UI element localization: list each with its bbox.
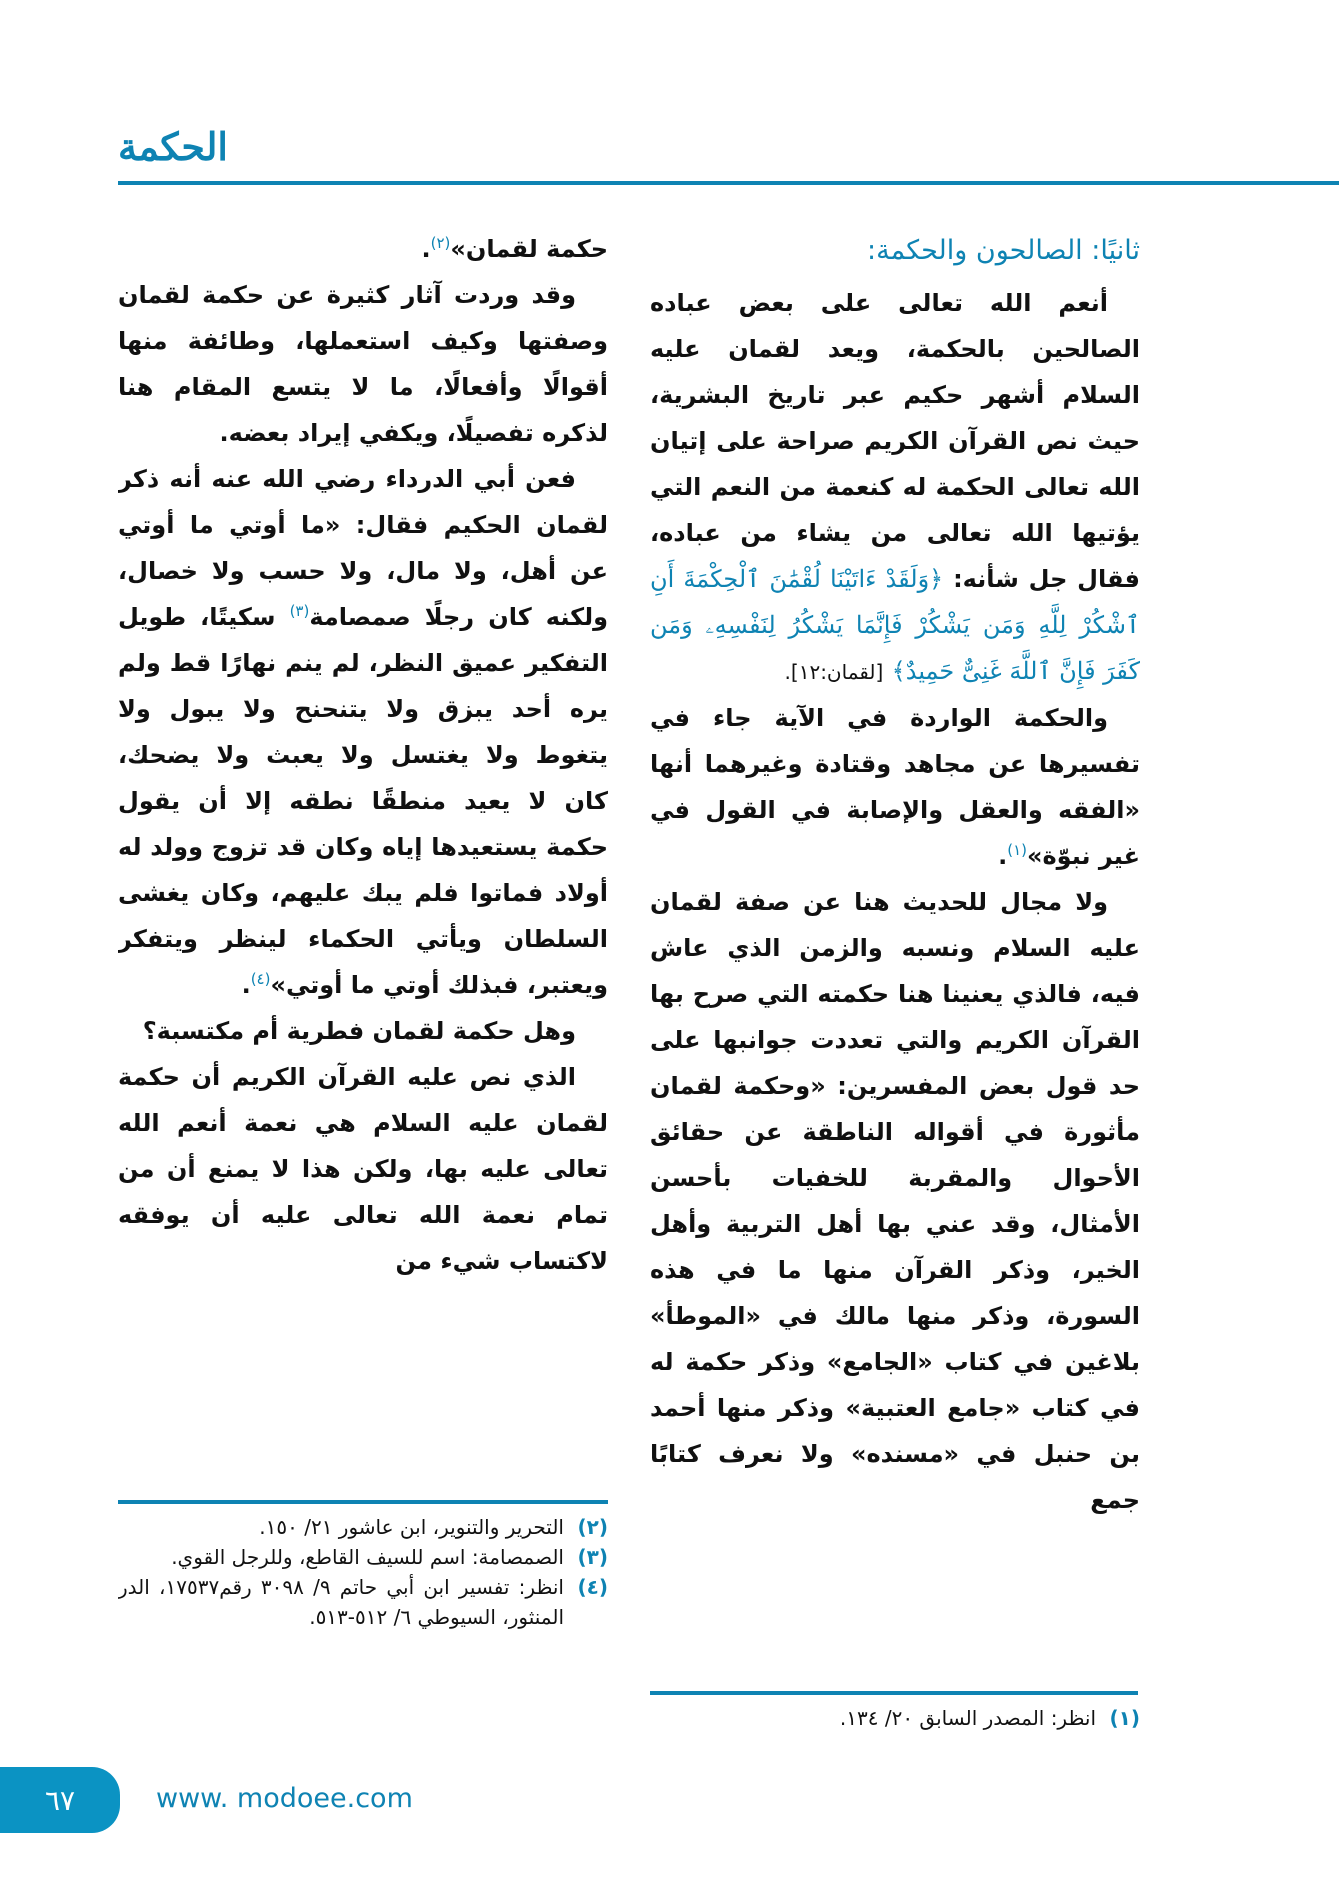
page-number: ٦٧ [44,1783,76,1817]
paragraph [118,1054,608,1284]
footnote-number: (٤) [577,1575,608,1599]
paragraph-text: سكيتًا، طويل التفكير عميق النظر، لم ينم نهارًا قط ولم يره أحد يبزق ولا يتنحنح ولا يبول ولا يتغوط ولا يغتسل ولا يعبث ولا يضحك، كان لا يعيد منطقًا نطقه إلا أن يقول حكمة يستعيدها إياه وكان قد تزوج وولد له أولاد فماتوا فلم يبك عليهم، وكان يغشى السلطان ويأتي الحكماء لينظر ويتفكر ويعتبر، فبذلك أوتي ما أوتي» [118,603,608,999]
footnote-marker[interactable]: (١) [1007,841,1027,859]
footnote-marker[interactable]: (٢) [430,234,451,252]
subheading-question: وهل حكمة لقمان فطرية أم مكتسبة؟ [142,1017,576,1045]
left-column [118,226,608,1488]
footnote-text: انظر: المصدر السابق ٢٠/ ١٣٤. [839,1706,1096,1730]
footnote-number: (١) [1109,1706,1140,1730]
paragraph-text: فعن أبي الدرداء رضي الله عنه أنه ذكر لقمان الحكيم فقال: «ما أوتي ما أوتي عن أهل، ولا مال، ولا حسب ولا خصال، ولكنه كان رجلًا صمصامة [118,465,608,631]
website-link[interactable]: www. modoee.com [156,1783,413,1814]
quran-verse: ﴿وَلَقَدْ ءَاتَيْنَا لُقْمَٰنَ ٱلْحِكْمَةَ أَنِ ٱشْكُرْ لِلَّهِ وَمَن يَشْكُرْ فَإِنَّمَا يَشْكُرُ لِنَفْسِهِۦ وَمَن كَفَرَ فَإِنَّ ٱللَّهَ غَنِىٌّ حَمِيدٌ﴾ [650,565,1140,685]
paragraph-text: الذي نص عليه القرآن الكريم أن حكمة لقمان عليه السلام هي نعمة أنعم الله تعالى عليه بها، ولكن هذا لا يمنع أن من تمام نعمة الله تعالى عليه أن يوفقه لاكتساب شيء من [118,1063,608,1275]
paragraph [650,280,1140,695]
footnote-rule [118,1500,608,1504]
footnote-text: انظر: تفسير ابن أبي حاتم ٩/ ٣٠٩٨ رقم١٧٥٣٧، الدر المنثور، السيوطي ٦/ ٥١٢-٥١٣. [118,1575,564,1629]
paragraph-text: والحكمة الواردة في الآية جاء في تفسيرها عن مجاهد وقتادة وغيرهما أنها «الفقه والعقل والإصابة في القول في غير نبوّة» [650,704,1140,870]
paragraph-text: وقد وردت آثار كثيرة عن حكمة لقمان وصفتها وكيف استعملها، وطائفة منها أقوالًا وأفعالًا، ما لا يتسع المقام هنا لذكره تفصيلًا، ويكفي إيراد بعضه. [118,281,608,447]
footnote-number: (٢) [577,1515,608,1539]
page-number-tab [0,1767,120,1833]
right-column [650,226,1140,1681]
paragraph: حكمة لقمان»$^{(٢)}$. [421,234,608,263]
footnotes-right [650,1703,1140,1763]
paragraph: فعن أبي الدرداء رضي الله عنه أنه ذكر لقمان الحكيم فقال: «ما أوتي ما أوتي عن أهل، ولا مال، ولا حسب ولا خصال، ولكنه كان رجلًا صمصامة$^{(٣)}$ سكيتًا، طويل التفكير عميق النظر، لم ينم نهارًا قط ولم يره أحد يبزق ولا يتنحنح ولا يبول ولا يتغوط ولا يغتسل ولا يعبث ولا يضحك، كان لا يعيد منطقًا نطقه إلا أن يقول حكمة يستعيدها إياه وكان قد تزوج وولد له أولاد فماتوا فلم يبك عليهم، وكان يغشى السلطان ويأتي الحكماء لينظر ويتفكر ويعتبر، فبذلك أوتي ما أوتي»$^{(٤)}$. [118,465,608,999]
footnote-marker[interactable]: (٣) [289,602,310,620]
footnote-rule [650,1691,1138,1695]
header-rule [118,181,1339,185]
footnote-marker[interactable]: (٤) [250,970,271,988]
paragraph-text: ولا مجال للحديث هنا عن صفة لقمان عليه السلام ونسبه والزمن الذي عاش فيه، فالذي يعنينا هنا حكمته التي صرح بها القرآن الكريم والتي تعددت جوانبها على حد قول بعض المفسرين: «وحكمة لقمان مأثورة في أقواله الناطقة عن حقائق الأحوال والمقربة للخفيات بأحسن الأمثال، وقد عني بها أهل التربية وأهل الخير، وذكر القرآن منها ما في هذه السورة، وذكر منها مالك في «الموطأ» بلاغين في كتاب «الجامع» وذكر حكمة له في كتاب «جامع العتبية» وذكر منها أحمد بن حنبل في «مسنده» ولا نعرف كتابًا جمع [650,888,1140,1514]
footnote [118,1572,608,1632]
footnote-number: (٣) [577,1545,608,1569]
paragraph-text: حكمة لقمان» [450,235,608,263]
footnote [118,1512,608,1542]
paragraph [118,272,608,456]
verse-reference: [لقمان:١٢]. [784,660,884,684]
paragraph: والحكمة الواردة في الآية جاء في تفسيرها عن مجاهد وقتادة وغيرهما أنها «الفقه والعقل والإصابة في القول في غير نبوّة»$^{(١)}$. [650,704,1140,870]
paragraph-text: أنعم الله تعالى على بعض عباده الصالحين بالحكمة، ويعد لقمان عليه السلام أشهر حكيم عبر تاريخ البشرية، حيث نص القرآن الكريم صراحة على إتيان الله تعالى الحكمة له كنعمة من النعم التي يؤتيها الله تعالى من يشاء من عباده، فقال جل شأنه: [650,289,1140,593]
section-heading: ثانيًا: الصالحون والحكمة: [867,235,1140,266]
running-header-title: الحكمة [118,124,228,169]
footnote [650,1703,1140,1733]
footnotes-left [118,1512,608,1752]
footnote [118,1542,608,1572]
paragraph [650,879,1140,1523]
footnote-text: التحرير والتنوير، ابن عاشور ٢١/ ١٥٠. [259,1515,564,1539]
footnote-text: الصمصامة: اسم للسيف القاطع، وللرجل القوي. [171,1545,564,1569]
